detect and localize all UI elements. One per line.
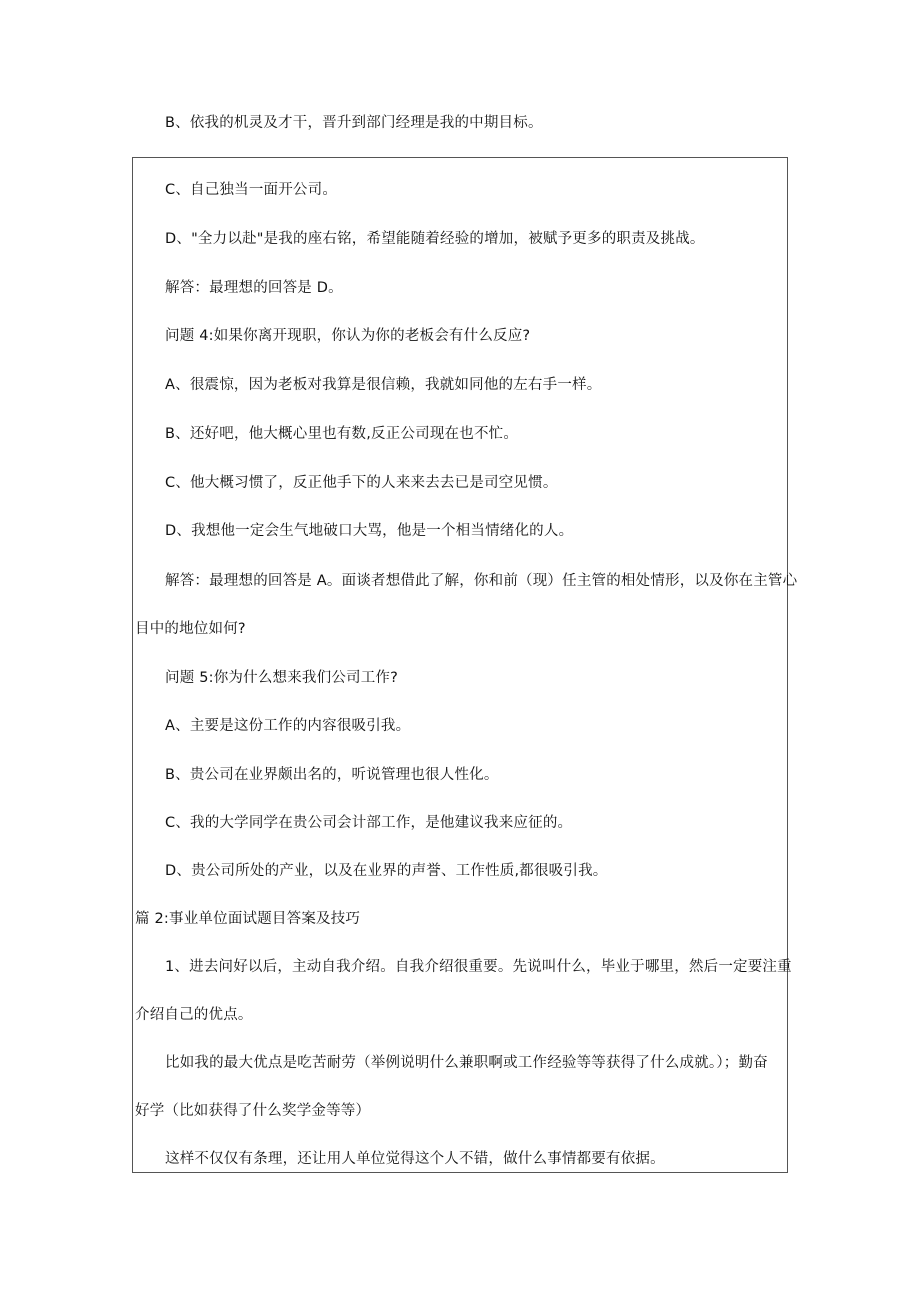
text-line: D、我想他一定会生气地破口大骂，他是一个相当情绪化的人。 bbox=[165, 523, 574, 539]
text-line: 介绍自己的优点。 bbox=[135, 1007, 253, 1023]
text-line: B、还好吧，他大概心里也有数,反正公司现在也不忙。 bbox=[165, 426, 519, 442]
text-line: 问题 4:如果你离开现职，你认为你的老板会有什么反应? bbox=[165, 328, 531, 344]
text-line: 问题 5:你为什么想来我们公司工作? bbox=[165, 670, 399, 686]
text-line: 比如我的最大优点是吃苦耐劳（举例说明什么兼职啊或工作经验等等获得了什么成就。）；勤奋 bbox=[165, 1055, 768, 1071]
text-line-option-b-top: B、依我的机灵及才干，晋升到部门经理是我的中期目标。 bbox=[165, 115, 543, 131]
text-line: 解答：最理想的回答是 A。面谈者想借此了解，你和前（现）任主管的相处情形，以及你在主管心 bbox=[165, 573, 798, 589]
text-line: 1、进去问好以后，主动自我介绍。自我介绍很重要。先说叫什么，毕业于哪里，然后一定要注重 bbox=[165, 959, 792, 975]
text-line: D、贵公司所处的产业，以及在业界的声誉、工作性质,都很吸引我。 bbox=[165, 863, 608, 879]
text-line: 好学（比如获得了什么奖学金等等） bbox=[135, 1103, 371, 1119]
text-line: C、他大概习惯了，反正他手下的人来来去去已是司空见惯。 bbox=[165, 475, 558, 491]
text-line: D、"全力以赴"是我的座右铭，希望能随着经验的增加，被赋予更多的职责及挑战。 bbox=[165, 231, 705, 247]
text-line: 目中的地位如何? bbox=[135, 621, 246, 637]
text-line: 这样不仅仅有条理，还让用人单位觉得这个人不错，做什么事情都要有依据。 bbox=[165, 1151, 665, 1167]
text-line: A、主要是这份工作的内容很吸引我。 bbox=[165, 718, 411, 734]
text-line: B、贵公司在业界颇出名的，听说管理也很人性化。 bbox=[165, 767, 499, 783]
text-line: 解答：最理想的回答是 D。 bbox=[165, 280, 343, 296]
text-line: A、很震惊，因为老板对我算是很信赖，我就如同他的左右手一样。 bbox=[165, 377, 602, 393]
text-line: C、我的大学同学在贵公司会计部工作，是他建议我来应征的。 bbox=[165, 815, 573, 831]
text-line: C、自己独当一面开公司。 bbox=[165, 182, 338, 198]
section-heading: 篇 2:事业单位面试题目答案及技巧 bbox=[135, 911, 361, 927]
